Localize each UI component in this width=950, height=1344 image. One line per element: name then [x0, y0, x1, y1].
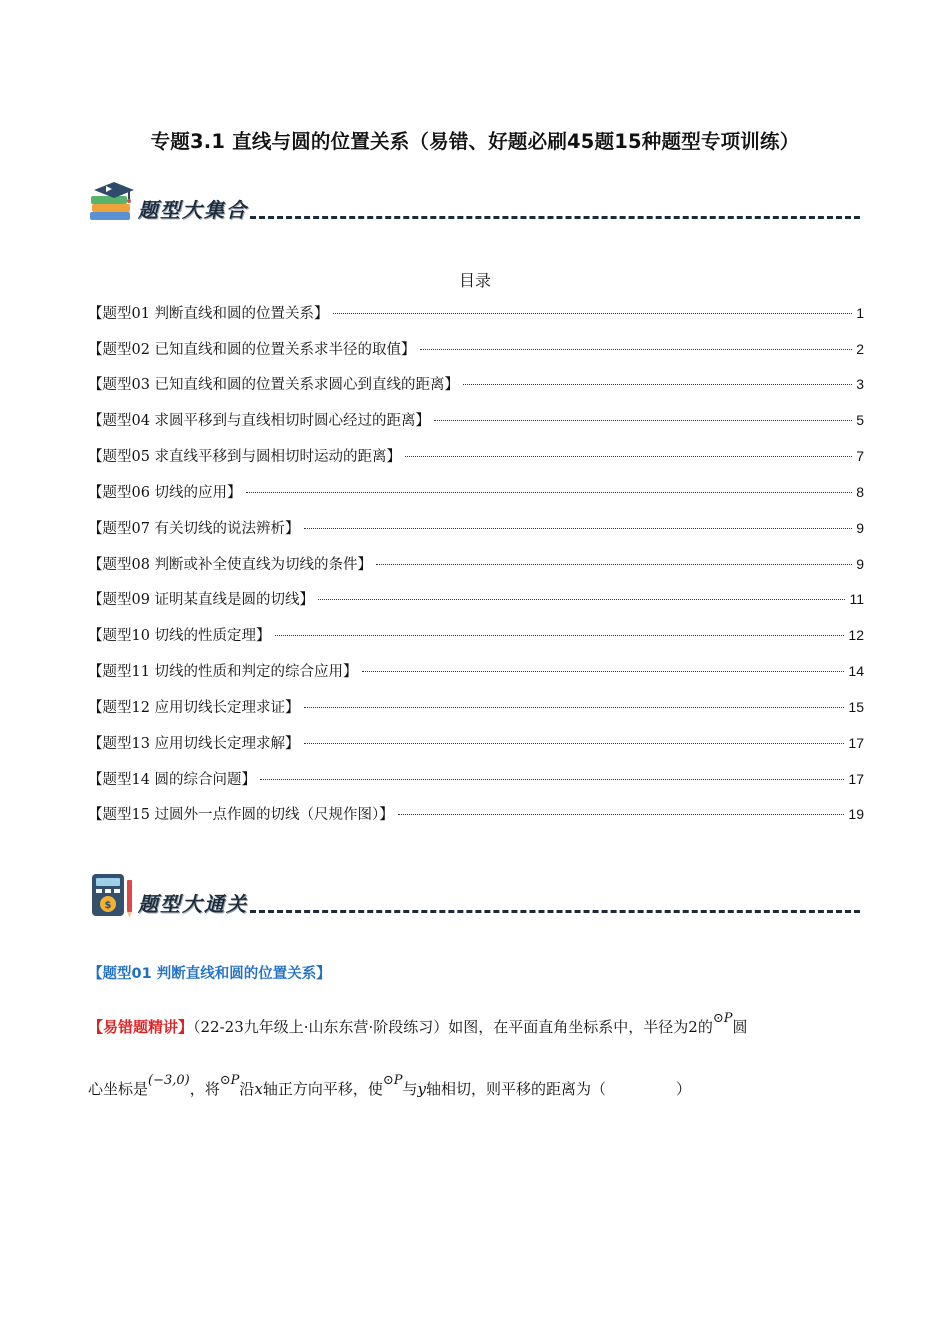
toc-entry-label: 【题型08 判断或补全使直线为切线的条件】	[88, 557, 373, 573]
toc-leader	[405, 456, 852, 457]
banner-divider	[250, 910, 860, 913]
toc-leader	[275, 635, 845, 636]
toc-entry[interactable]	[88, 624, 864, 646]
toc-entry[interactable]	[88, 696, 864, 718]
toc-entry[interactable]	[88, 338, 864, 360]
section-banner-collection	[88, 178, 860, 228]
toc-page-number: 8	[856, 484, 864, 500]
toc-entry[interactable]	[88, 445, 864, 467]
toc-entry-label: 【题型12 应用切线长定理求证】	[88, 700, 300, 716]
toc-entry-label: 【题型07 有关切线的说法辨析】	[88, 521, 300, 537]
toc-page-number: 11	[849, 591, 864, 607]
math-x: x	[254, 1080, 263, 1098]
toc-page-number: 15	[848, 699, 864, 715]
toc-leader	[304, 528, 853, 529]
toc-leader	[434, 420, 852, 421]
section-banner-practice	[88, 872, 860, 922]
toc-entry-label: 【题型10 切线的性质定理】	[88, 628, 271, 644]
toc-entry[interactable]	[88, 732, 864, 754]
toc-leader	[420, 349, 853, 350]
svg-text:$: $	[104, 900, 112, 911]
error-tag: 【易错题精讲】	[88, 1018, 194, 1036]
toc-page-number: 1	[856, 305, 864, 321]
problem-text: （22-23九年级上·山东东营·阶段练习）如图，在平面直角坐标系中，半径为2的	[193, 1018, 713, 1036]
toc-entry[interactable]	[88, 803, 864, 825]
toc-leader	[362, 671, 845, 672]
toc-entry-label: 【题型04 求圆平移到与直线相切时圆心经过的距离】	[88, 413, 431, 429]
toc-page-number: 2	[856, 341, 864, 357]
math-y: y	[417, 1080, 427, 1098]
toc-leader	[304, 707, 845, 708]
toc-leader	[463, 384, 852, 385]
toc-heading: 目录	[458, 271, 491, 290]
problem-text: 轴相切，则平移的距离为（	[426, 1080, 607, 1098]
toc-entry-label: 【题型09 证明某直线是圆的切线】	[88, 592, 315, 608]
toc-page-number: 5	[856, 412, 864, 428]
calculator-icon	[88, 872, 136, 920]
banner-title: 题型大通关	[138, 892, 248, 916]
toc-leader	[246, 492, 853, 493]
problem-line-2	[88, 1073, 692, 1099]
problem-text: 心坐标是	[88, 1080, 149, 1098]
toc-leader	[333, 313, 853, 314]
math-coordinate: (−3,0)	[148, 1073, 190, 1088]
math-circle-p: ⊙P	[382, 1073, 403, 1088]
toc-leader	[260, 779, 844, 780]
problem-text: ）	[676, 1080, 692, 1098]
toc-entry-label: 【题型05 求直线平移到与圆相切时运动的距离】	[88, 449, 402, 465]
toc-leader	[304, 743, 845, 744]
toc-entry-label: 【题型06 切线的应用】	[88, 485, 242, 501]
toc-entry[interactable]	[88, 660, 864, 682]
toc-entry[interactable]	[88, 302, 864, 324]
toc-page-number: 7	[856, 448, 864, 464]
math-circle-p: ⊙P	[219, 1073, 240, 1088]
document-title: 专题3.1 直线与圆的位置关系（易错、好题必刷45题15种题型专项训练）	[150, 130, 800, 153]
toc-page-number: 17	[848, 735, 864, 751]
toc-entry-label: 【题型11 切线的性质和判定的综合应用】	[88, 664, 358, 680]
toc-page-number: 9	[856, 556, 864, 572]
toc-entry[interactable]	[88, 768, 864, 790]
problem-text: ，将	[189, 1080, 220, 1098]
toc-entry[interactable]	[88, 481, 864, 503]
math-circle-p: ⊙P	[712, 1011, 733, 1026]
toc-entry-label: 【题型15 过圆外一点作圆的切线（尺规作图）】	[88, 807, 394, 823]
problem-text: 轴正方向平移，使	[262, 1080, 383, 1098]
toc-page-number: 12	[848, 627, 864, 643]
toc-entry-label: 【题型03 已知直线和圆的位置关系求圆心到直线的距离】	[88, 377, 460, 393]
toc-page-number: 9	[856, 520, 864, 536]
toc-entry[interactable]	[88, 373, 864, 395]
toc-entry[interactable]	[88, 553, 864, 575]
toc-page-number: 3	[856, 376, 864, 392]
problem-line-1	[88, 1011, 748, 1037]
toc-entry[interactable]	[88, 409, 864, 431]
toc-entry-label: 【题型01 判断直线和圆的位置关系】	[88, 306, 329, 322]
section-heading: 【题型01 判断直线和圆的位置关系】	[88, 966, 331, 982]
toc-entry-label: 【题型02 已知直线和圆的位置关系求半径的取值】	[88, 342, 416, 358]
problem-text: 沿	[239, 1080, 255, 1098]
toc-leader	[398, 814, 845, 815]
toc-page-number: 14	[848, 663, 864, 679]
toc-page-number: 19	[848, 806, 864, 822]
book-stack-icon	[88, 178, 136, 226]
problem-text: 圆	[732, 1018, 748, 1036]
toc-entry-label: 【题型13 应用切线长定理求解】	[88, 736, 300, 752]
toc-entry[interactable]	[88, 588, 864, 610]
toc-leader	[318, 599, 845, 600]
problem-text: 与	[402, 1080, 418, 1098]
banner-title: 题型大集合	[138, 198, 248, 222]
toc-leader	[376, 564, 852, 565]
toc-entry-label: 【题型14 圆的综合问题】	[88, 772, 257, 788]
toc-entry[interactable]	[88, 517, 864, 539]
toc-page-number: 17	[848, 771, 864, 787]
banner-divider	[250, 216, 860, 219]
